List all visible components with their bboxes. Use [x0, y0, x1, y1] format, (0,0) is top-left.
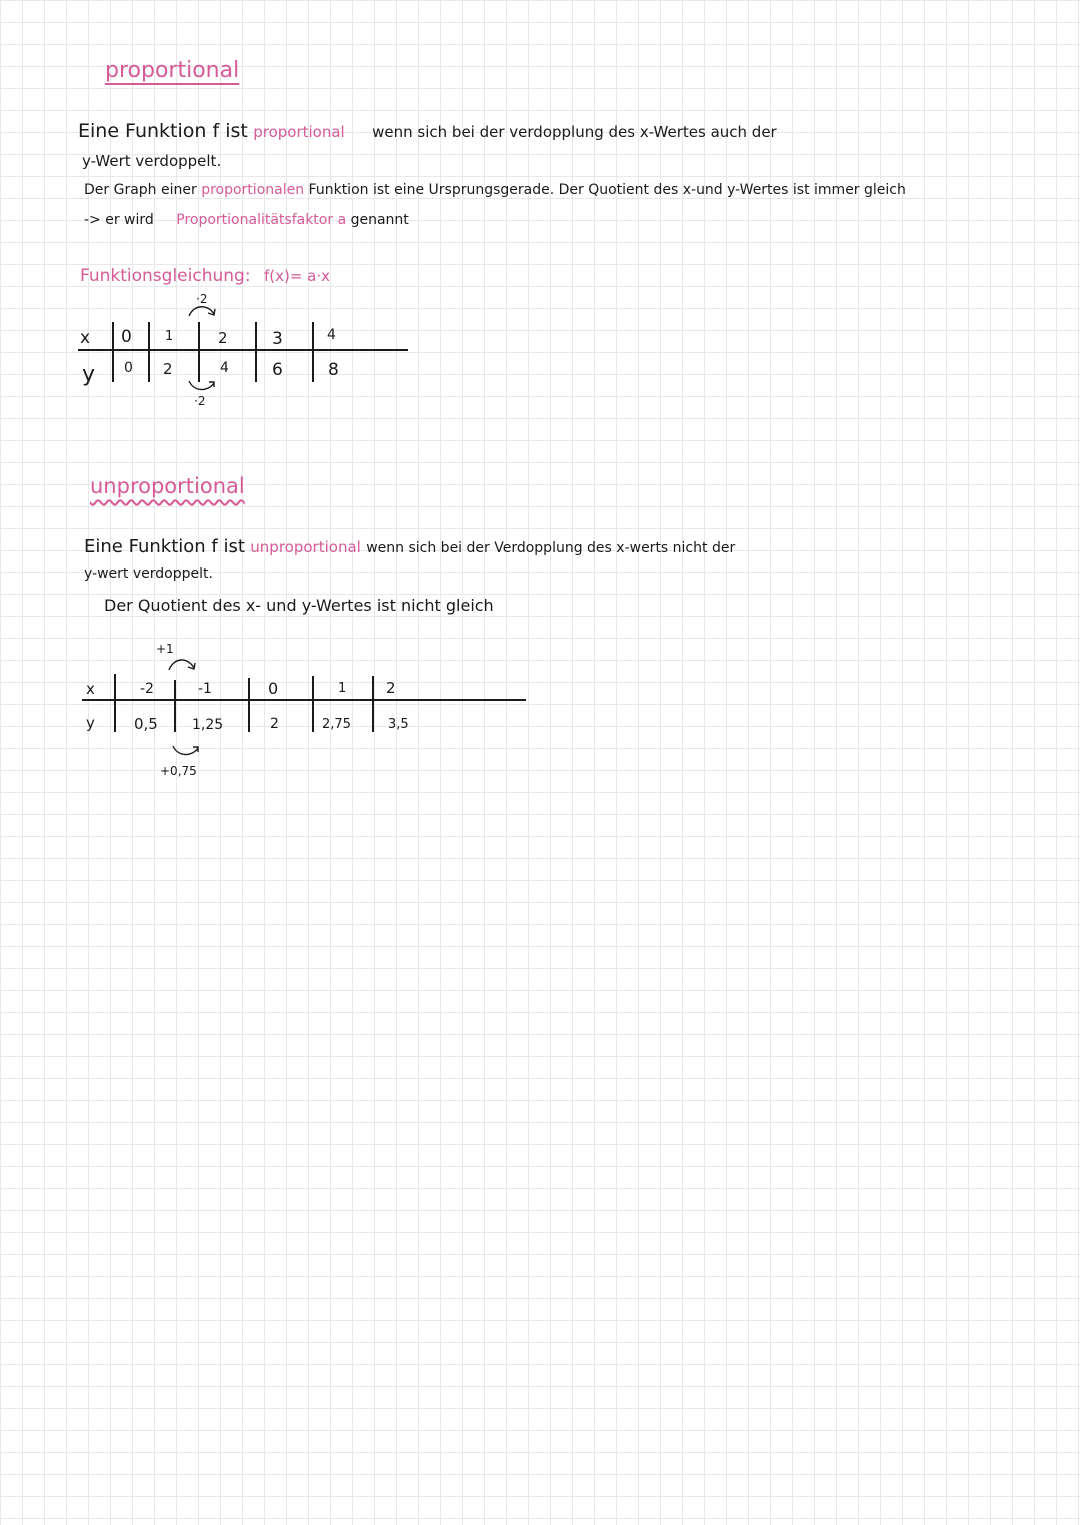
- unprop-table-vline-1: [114, 674, 116, 732]
- prop-bottom-annotation: ·2: [194, 394, 206, 408]
- prop-line4-b: genannt: [350, 212, 409, 228]
- prop-bottom-arrow-icon: [186, 378, 220, 394]
- prop-table-y-label: y: [82, 362, 96, 387]
- prop-line1-a: Eine Funktion f ist: [78, 120, 248, 142]
- prop-y-1: 2: [163, 360, 173, 378]
- unprop-table-hline: [82, 699, 526, 701]
- prop-table-vline-1: [112, 322, 114, 382]
- unprop-table-vline-2: [174, 680, 176, 732]
- heading-unproportional: unproportional: [90, 474, 245, 498]
- prop-x-0: 0: [121, 327, 132, 347]
- unprop-x-1: -1: [198, 681, 212, 697]
- prop-line4-pink: Proportionalitätsfaktor a: [176, 212, 347, 228]
- unprop-sentence-1: [84, 536, 735, 557]
- unprop-table-y-label: y: [86, 714, 95, 732]
- equation: f(x)= a·x: [263, 267, 331, 285]
- prop-equation-row: [80, 266, 330, 286]
- unprop-x-2: 0: [268, 679, 279, 698]
- prop-y-3: 6: [272, 360, 283, 380]
- unprop-line2: y-wert verdoppelt.: [84, 566, 213, 582]
- prop-table-vline-4: [255, 322, 257, 382]
- prop-line1-pink: proportional: [253, 123, 345, 141]
- unprop-table-vline-4: [312, 676, 314, 732]
- prop-x-1: 1: [165, 329, 174, 344]
- prop-x-3: 3: [272, 329, 283, 349]
- prop-line2: y-Wert verdoppelt.: [82, 152, 222, 170]
- unprop-x-4: 2: [386, 679, 396, 697]
- unprop-x-3: 1: [338, 681, 347, 696]
- unprop-y-3: 2,75: [322, 717, 351, 732]
- prop-line4-a: -> er wird: [84, 212, 154, 228]
- prop-x-2: 2: [218, 329, 228, 347]
- unprop-line1-a: Eine Funktion f ist: [84, 536, 245, 557]
- prop-top-annotation: ·2: [196, 292, 208, 306]
- unprop-top-arrow-icon: [166, 654, 200, 674]
- unprop-top-annotation: +1: [156, 642, 174, 656]
- prop-y-4: 8: [328, 360, 339, 380]
- prop-top-arrow-icon: [186, 302, 220, 320]
- prop-line1-b: wenn sich bei der verdopplung des x-Wertes auch der: [372, 123, 777, 141]
- unprop-bottom-annotation: +0,75: [160, 764, 197, 778]
- unprop-table-vline-3: [248, 678, 250, 732]
- prop-line3-pink: proportionalen: [201, 182, 305, 198]
- unprop-line1-b: wenn sich bei der Verdopplung des x-werts nicht der: [366, 540, 736, 556]
- unprop-y-0: 0,5: [134, 715, 158, 733]
- prop-line3-a: Der Graph einer: [84, 182, 197, 198]
- unprop-x-0: -2: [140, 681, 154, 697]
- prop-sentence-4: [84, 212, 409, 228]
- prop-line3-b: Funktion ist eine Ursprungsgerade. Der Quotient des x-und y-Wertes ist immer gleich: [308, 182, 906, 198]
- unprop-line3: Der Quotient des x- und y-Wertes ist nicht gleich: [104, 596, 494, 615]
- prop-sentence-3: [84, 182, 906, 198]
- prop-table-vline-5: [312, 322, 314, 382]
- prop-y-2: 4: [220, 360, 229, 376]
- prop-sentence-1: [78, 120, 777, 142]
- unprop-y-2: 2: [270, 716, 279, 732]
- unprop-bottom-arrow-icon: [170, 742, 204, 760]
- prop-y-0: 0: [124, 360, 133, 376]
- unprop-y-4: 3,5: [388, 717, 409, 732]
- prop-table-vline-2: [148, 322, 150, 382]
- heading-proportional: proportional: [105, 58, 240, 83]
- equation-label: Funktionsgleichung:: [80, 266, 251, 286]
- prop-table-vline-3: [198, 322, 200, 382]
- prop-table-x-label: x: [80, 328, 91, 348]
- unprop-line1-pink: unproportional: [250, 538, 361, 556]
- unprop-y-1: 1,25: [192, 717, 224, 733]
- prop-table-hline: [78, 349, 408, 351]
- prop-x-4: 4: [327, 327, 336, 343]
- unprop-table-x-label: x: [86, 680, 95, 698]
- unprop-table-vline-5: [372, 676, 374, 732]
